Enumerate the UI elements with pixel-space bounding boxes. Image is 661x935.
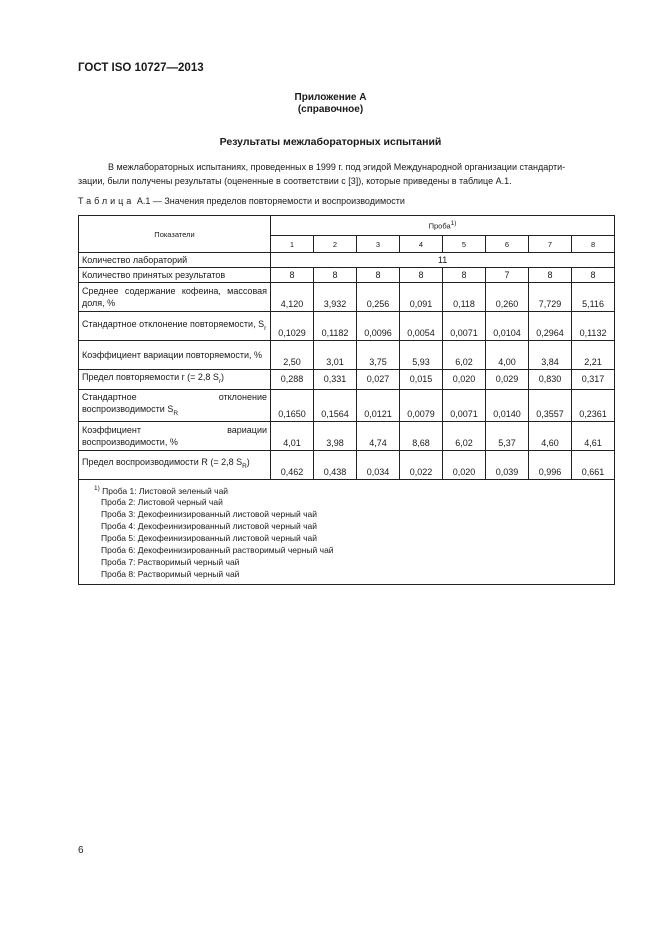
table-cell: 0,039 bbox=[486, 450, 529, 479]
intro-line-2: зации, были получены результаты (оцененные в соответствии с [3]), которые приведены в таблице А.1. bbox=[78, 176, 512, 186]
table-cell: 6,02 bbox=[443, 341, 486, 370]
footnote-line bbox=[94, 483, 608, 497]
table-cell: 0,0054 bbox=[400, 312, 443, 341]
header-indicators: Показатели bbox=[79, 216, 271, 253]
table-row bbox=[79, 370, 615, 390]
row-label bbox=[79, 389, 271, 421]
table-cell: 0,027 bbox=[357, 370, 400, 390]
table-cell: 8 bbox=[271, 268, 314, 283]
row-label-tail: ) bbox=[246, 457, 250, 468]
table-cell: 8 bbox=[443, 268, 486, 283]
table-cell: 0,317 bbox=[572, 370, 615, 390]
table-cell: 3,75 bbox=[357, 341, 400, 370]
table-row bbox=[79, 389, 615, 421]
footnote-line bbox=[101, 556, 608, 568]
table-cell: 8 bbox=[529, 268, 572, 283]
table-cell: 8 bbox=[572, 268, 615, 283]
table-cell: 0,0140 bbox=[486, 389, 529, 421]
table-row bbox=[79, 268, 615, 283]
table-cell: 0,288 bbox=[271, 370, 314, 390]
page-number: 6 bbox=[78, 845, 84, 856]
sample-number: 4 bbox=[400, 236, 443, 253]
table-row bbox=[79, 283, 615, 312]
intro-paragraph bbox=[78, 160, 614, 188]
sample-number: 5 bbox=[443, 236, 486, 253]
row-label-subscript: R bbox=[242, 462, 247, 470]
footnote-text: Проба 4: Декофеинизированный листовой черный чай bbox=[101, 521, 318, 532]
document-code: ГОСТ ISO 10727—2013 bbox=[78, 62, 204, 74]
table-cell: 0,0121 bbox=[357, 389, 400, 421]
row-label-subscript: r bbox=[218, 377, 222, 385]
row-label-main: Предел повторяемости r (= 2,8 S bbox=[82, 372, 219, 382]
table-cell: 4,61 bbox=[572, 421, 615, 450]
row-label-main: Стандартное отклонение воспроизводимости S bbox=[82, 391, 267, 414]
table-cell: 5,37 bbox=[486, 421, 529, 450]
header-sample-label: Проба bbox=[428, 221, 451, 231]
table-cell: 0,256 bbox=[357, 283, 400, 312]
table-cell: 7,729 bbox=[529, 283, 572, 312]
header-sample bbox=[271, 216, 615, 236]
row-label-main: Стандартное отклонение повторяемости, S bbox=[82, 318, 265, 329]
table-caption-prefix: Таблица bbox=[78, 196, 135, 206]
table-cell: 0,0071 bbox=[443, 312, 486, 341]
table-row bbox=[79, 341, 615, 370]
table-cell: 0,034 bbox=[357, 450, 400, 479]
labs-label: Количество лабораторий bbox=[79, 253, 271, 268]
row-label-main: Предел воспроизводимости R (= 2,8 S bbox=[82, 457, 243, 468]
row-label-tail: ) bbox=[221, 372, 225, 382]
table-cell: 0,0096 bbox=[357, 312, 400, 341]
table-cell: 0,331 bbox=[314, 370, 357, 390]
row-label-subscript: R bbox=[173, 409, 179, 417]
header-sample-sup: 1) bbox=[450, 220, 457, 228]
annex-subtitle: (справочное) bbox=[297, 104, 364, 115]
table-cell: 2,50 bbox=[271, 341, 314, 370]
sample-number: 8 bbox=[572, 236, 615, 253]
row-label: Коэффициент вариации повторяемости, % bbox=[79, 341, 271, 370]
footnote-line bbox=[101, 496, 608, 508]
table-cell: 0,029 bbox=[486, 370, 529, 390]
footnote-text: Проба 3: Декофеинизированный листовой черный чай bbox=[101, 509, 318, 520]
table-cell: 4,00 bbox=[486, 341, 529, 370]
row-label: Среднее содержание кофеина, массовая доля, % bbox=[79, 283, 271, 312]
table-cell: 7 bbox=[486, 268, 529, 283]
table-cell: 4,60 bbox=[529, 421, 572, 450]
row-label: Коэффициент вариации воспроизводимости, % bbox=[79, 421, 271, 450]
sample-number: 3 bbox=[357, 236, 400, 253]
table-cell: 0,2361 bbox=[572, 389, 615, 421]
table-cell: 8,68 bbox=[400, 421, 443, 450]
footnote-text: Проба 6: Декофеинизированный растворимый черный чай bbox=[101, 545, 334, 556]
table-cell: 0,1182 bbox=[314, 312, 357, 341]
table-caption bbox=[78, 196, 405, 206]
table-cell: 0,020 bbox=[443, 450, 486, 479]
table-cell: 0,996 bbox=[529, 450, 572, 479]
table-cell: 0,091 bbox=[400, 283, 443, 312]
row-label bbox=[79, 370, 271, 390]
footnote-line bbox=[101, 508, 608, 520]
intro-line-1: В межлабораторных испытаниях, проведенных в 1999 г. под эгидой Международной организации стандарти- bbox=[108, 162, 566, 172]
table-cell: 4,01 bbox=[271, 421, 314, 450]
table-cell: 0,1564 bbox=[314, 389, 357, 421]
footnote-text: Проба 1: Листовой зеленый чай bbox=[102, 485, 229, 496]
table-footnote bbox=[79, 479, 615, 585]
table-cell: 3,98 bbox=[314, 421, 357, 450]
sample-number: 2 bbox=[314, 236, 357, 253]
table-cell: 0,3557 bbox=[529, 389, 572, 421]
table-cell: 0,260 bbox=[486, 283, 529, 312]
row-label bbox=[79, 312, 271, 341]
table-cell: 8 bbox=[357, 268, 400, 283]
table-cell: 0,0079 bbox=[400, 389, 443, 421]
table-caption-text: А.1 — Значения пределов повторяемости и воспроизводимости bbox=[136, 196, 405, 206]
labs-value: 11 bbox=[271, 253, 615, 268]
footnote-line bbox=[101, 568, 608, 580]
row-label-subscript: r bbox=[264, 324, 267, 332]
section-title: Результаты межлабораторных испытаний bbox=[219, 136, 442, 148]
footnote-line bbox=[101, 544, 608, 556]
footnote-line bbox=[101, 520, 608, 532]
table-cell: 2,21 bbox=[572, 341, 615, 370]
table-cell: 0,118 bbox=[443, 283, 486, 312]
sample-number: 1 bbox=[271, 236, 314, 253]
row-label bbox=[79, 450, 271, 479]
footnote-line bbox=[101, 532, 608, 544]
table-cell: 0,438 bbox=[314, 450, 357, 479]
table-cell: 3,84 bbox=[529, 341, 572, 370]
table-row bbox=[79, 312, 615, 341]
footnote-text: Проба 8: Растворимый черный чай bbox=[101, 569, 240, 580]
table-cell: 0,015 bbox=[400, 370, 443, 390]
sample-number: 7 bbox=[529, 236, 572, 253]
table-cell: 3,01 bbox=[314, 341, 357, 370]
table-cell: 0,0104 bbox=[486, 312, 529, 341]
table-row bbox=[79, 450, 615, 479]
footnote-text: Проба 2: Листовой черный чай bbox=[101, 497, 223, 508]
sample-number: 6 bbox=[486, 236, 529, 253]
table-cell: 0,1650 bbox=[271, 389, 314, 421]
table-cell: 0,020 bbox=[443, 370, 486, 390]
table-cell: 0,022 bbox=[400, 450, 443, 479]
table-cell: 5,93 bbox=[400, 341, 443, 370]
table-cell: 8 bbox=[400, 268, 443, 283]
table-cell: 4,120 bbox=[271, 283, 314, 312]
table-cell: 0,661 bbox=[572, 450, 615, 479]
table-row bbox=[79, 421, 615, 450]
table-cell: 4,74 bbox=[357, 421, 400, 450]
table-cell: 6,02 bbox=[443, 421, 486, 450]
table-cell: 0,1029 bbox=[271, 312, 314, 341]
table-cell: 0,0071 bbox=[443, 389, 486, 421]
footnote-marker: 1) bbox=[94, 484, 100, 492]
footnote-text: Проба 7: Растворимый черный чай bbox=[101, 557, 240, 568]
table-cell: 0,462 bbox=[271, 450, 314, 479]
table-cell: 3,932 bbox=[314, 283, 357, 312]
table-cell: 0,2964 bbox=[529, 312, 572, 341]
annex-title: Приложение А bbox=[294, 92, 367, 103]
table-cell: 8 bbox=[314, 268, 357, 283]
table-cell: 0,1132 bbox=[572, 312, 615, 341]
table-cell: 0,830 bbox=[529, 370, 572, 390]
table-cell: 5,116 bbox=[572, 283, 615, 312]
results-table bbox=[78, 215, 615, 585]
row-label: Количество принятых результатов bbox=[79, 268, 271, 283]
footnote-text: Проба 5: Декофеинизированный листовой черный чай bbox=[101, 533, 318, 544]
